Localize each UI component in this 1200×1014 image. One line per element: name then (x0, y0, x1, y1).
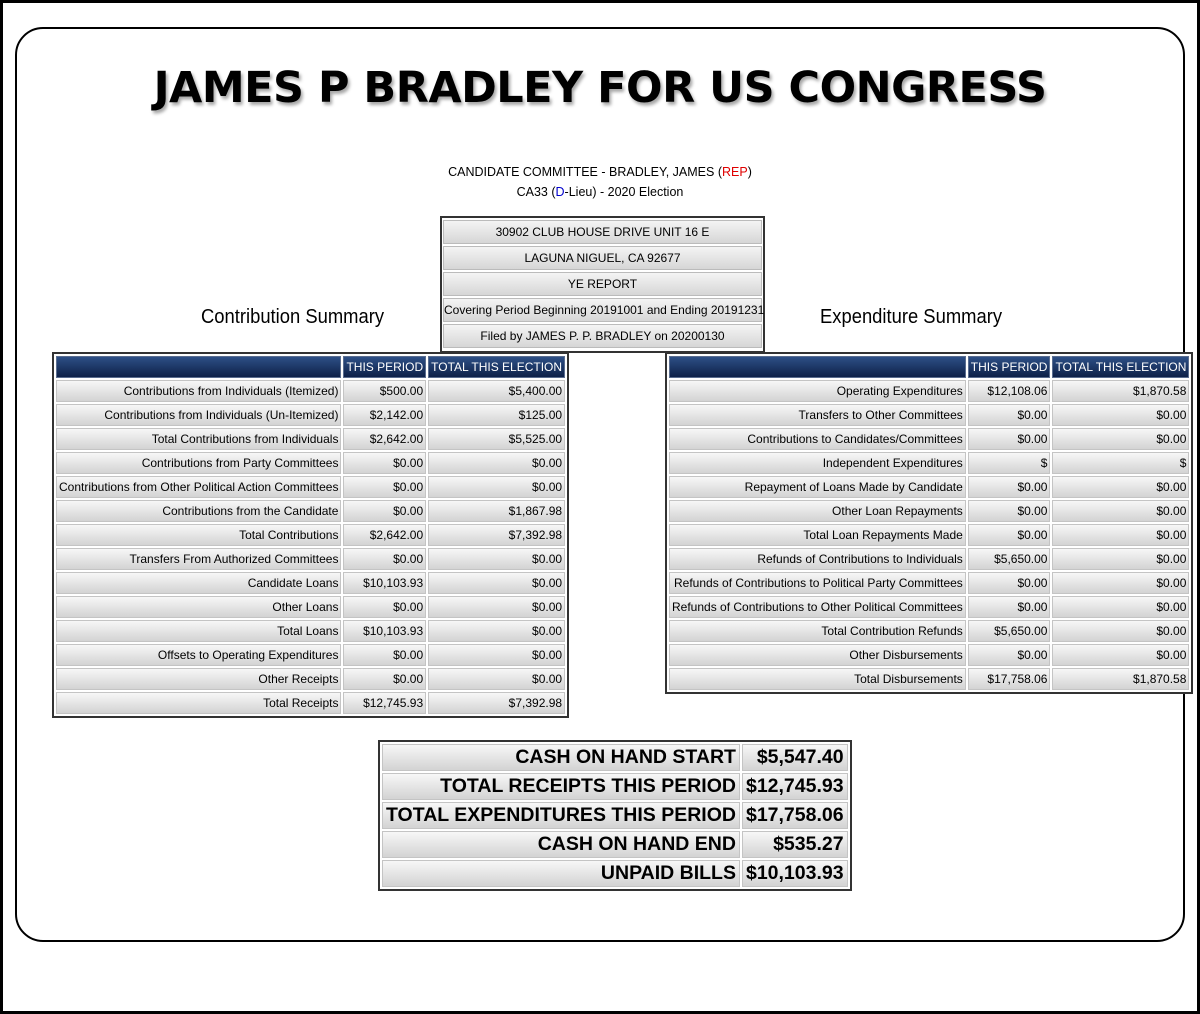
row-label: Total Loan Repayments Made (669, 524, 966, 546)
party-badge: REP (722, 165, 748, 179)
candidate-line (0, 165, 1200, 179)
total-election-value: $1,867.98 (428, 500, 565, 522)
row-label: Offsets to Operating Expenditures (56, 644, 341, 666)
this-period-value: $2,142.00 (343, 404, 426, 426)
row-label: Operating Expenditures (669, 380, 966, 402)
table-row (669, 380, 1189, 402)
expenditure-summary-heading: Expenditure Summary (820, 306, 1003, 328)
table-row (669, 476, 1189, 498)
total-election-value: $0.00 (1052, 596, 1189, 618)
table-row (56, 524, 565, 546)
district-prefix: CA33 ( (516, 185, 556, 199)
total-election-value: $0.00 (1052, 428, 1189, 450)
filed-by: Filed by JAMES P. P. BRADLEY on 20200130 (443, 324, 762, 348)
table-header-row (669, 356, 1189, 378)
this-period-value: $10,103.93 (343, 620, 426, 642)
cash-label: TOTAL RECEIPTS THIS PERIOD (382, 773, 740, 800)
this-period-value: $ (968, 452, 1051, 474)
total-election-value: $0.00 (428, 572, 565, 594)
table-row (56, 644, 565, 666)
row-label: Other Loan Repayments (669, 500, 966, 522)
contribution-summary-heading: Contribution Summary (201, 306, 385, 328)
table-row (56, 476, 565, 498)
header-blank (669, 356, 966, 378)
total-election-value: $7,392.98 (428, 524, 565, 546)
table-row (669, 428, 1189, 450)
row-label: Contributions from Individuals (Un-Itemized) (56, 404, 341, 426)
this-period-value: $0.00 (968, 428, 1051, 450)
table-row (669, 596, 1189, 618)
address-line-1: 30902 CLUB HOUSE DRIVE UNIT 16 E (443, 220, 762, 244)
total-election-value: $0.00 (1052, 644, 1189, 666)
cash-row (382, 860, 848, 887)
row-label: Transfers to Other Committees (669, 404, 966, 426)
header-blank (56, 356, 341, 378)
this-period-value: $2,642.00 (343, 428, 426, 450)
total-election-value: $7,392.98 (428, 692, 565, 714)
cash-summary-table (378, 740, 852, 891)
covering-period: Covering Period Beginning 20191001 and Ending 20191231 (443, 298, 762, 322)
this-period-value: $0.00 (968, 596, 1051, 618)
table-row (669, 620, 1189, 642)
row-label: Total Contributions (56, 524, 341, 546)
table-row (56, 572, 565, 594)
cash-row (382, 744, 848, 771)
this-period-value: $0.00 (343, 500, 426, 522)
total-election-value: $0.00 (1052, 524, 1189, 546)
header-total-election: TOTAL THIS ELECTION (1052, 356, 1189, 378)
table-row (669, 404, 1189, 426)
table-row (669, 572, 1189, 594)
row-label: Transfers From Authorized Committees (56, 548, 341, 570)
total-election-value: $0.00 (428, 620, 565, 642)
contribution-summary-table (52, 352, 569, 718)
this-period-value: $17,758.06 (968, 668, 1051, 690)
address-line-2: LAGUNA NIGUEL, CA 92677 (443, 246, 762, 270)
total-election-value: $1,870.58 (1052, 380, 1189, 402)
opponent-party: D (555, 185, 565, 199)
row-label: Contributions to Candidates/Committees (669, 428, 966, 450)
cash-row (382, 802, 848, 829)
row-label: Repayment of Loans Made by Candidate (669, 476, 966, 498)
total-election-value: $0.00 (1052, 404, 1189, 426)
district-line (0, 185, 1200, 199)
cash-label: CASH ON HAND START (382, 744, 740, 771)
this-period-value: $0.00 (968, 524, 1051, 546)
this-period-value: $12,108.06 (968, 380, 1051, 402)
total-election-value: $0.00 (1052, 620, 1189, 642)
row-label: Other Receipts (56, 668, 341, 690)
this-period-value: $500.00 (343, 380, 426, 402)
header-this-period: THIS PERIOD (968, 356, 1051, 378)
total-election-value: $0.00 (428, 596, 565, 618)
total-election-value: $1,870.58 (1052, 668, 1189, 690)
row-label: Contributions from Individuals (Itemized) (56, 380, 341, 402)
total-election-value: $0.00 (428, 548, 565, 570)
cash-value: $10,103.93 (742, 860, 848, 887)
header-total-election: TOTAL THIS ELECTION (428, 356, 565, 378)
total-election-value: $5,525.00 (428, 428, 565, 450)
table-row (669, 644, 1189, 666)
this-period-value: $12,745.93 (343, 692, 426, 714)
total-election-value: $0.00 (428, 452, 565, 474)
row-label: Candidate Loans (56, 572, 341, 594)
row-label: Contributions from Other Political Action Committees (56, 476, 341, 498)
this-period-value: $0.00 (968, 572, 1051, 594)
table-row (669, 548, 1189, 570)
table-row (56, 692, 565, 714)
filing-info-table (440, 216, 765, 353)
row-label: Contributions from the Candidate (56, 500, 341, 522)
total-election-value: $0.00 (428, 668, 565, 690)
this-period-value: $0.00 (343, 596, 426, 618)
district-suffix: -Lieu) - 2020 Election (564, 185, 684, 199)
row-label: Contributions from Party Committees (56, 452, 341, 474)
cash-label: UNPAID BILLS (382, 860, 740, 887)
total-election-value: $ (1052, 452, 1189, 474)
table-row (56, 380, 565, 402)
cash-value: $5,547.40 (742, 744, 848, 771)
cash-row (382, 773, 848, 800)
this-period-value: $0.00 (968, 644, 1051, 666)
this-period-value: $0.00 (343, 668, 426, 690)
table-row (669, 452, 1189, 474)
table-row (56, 668, 565, 690)
total-election-value: $125.00 (428, 404, 565, 426)
row-label: Total Receipts (56, 692, 341, 714)
this-period-value: $0.00 (343, 476, 426, 498)
total-election-value: $0.00 (1052, 476, 1189, 498)
cash-value: $17,758.06 (742, 802, 848, 829)
header-this-period: THIS PERIOD (343, 356, 426, 378)
cash-label: CASH ON HAND END (382, 831, 740, 858)
this-period-value: $0.00 (343, 644, 426, 666)
table-row (56, 404, 565, 426)
total-election-value: $0.00 (1052, 500, 1189, 522)
total-election-value: $0.00 (1052, 548, 1189, 570)
this-period-value: $0.00 (968, 404, 1051, 426)
table-header-row (56, 356, 565, 378)
total-election-value: $0.00 (428, 644, 565, 666)
this-period-value: $0.00 (968, 476, 1051, 498)
this-period-value: $5,650.00 (968, 620, 1051, 642)
candidate-prefix: CANDIDATE COMMITTEE - BRADLEY, JAMES ( (448, 165, 722, 179)
table-row (56, 452, 565, 474)
table-row (669, 524, 1189, 546)
this-period-value: $0.00 (343, 548, 426, 570)
cash-value: $535.27 (742, 831, 848, 858)
this-period-value: $0.00 (968, 500, 1051, 522)
cash-value: $12,745.93 (742, 773, 848, 800)
total-election-value: $0.00 (1052, 572, 1189, 594)
candidate-suffix: ) (747, 165, 752, 179)
cash-label: TOTAL EXPENDITURES THIS PERIOD (382, 802, 740, 829)
row-label: Independent Expenditures (669, 452, 966, 474)
table-row (56, 428, 565, 450)
row-label: Total Contributions from Individuals (56, 428, 341, 450)
committee-title: JAMES P BRADLEY FOR US CONGRESS (153, 63, 1047, 113)
table-row (56, 620, 565, 642)
total-election-value: $5,400.00 (428, 380, 565, 402)
this-period-value: $2,642.00 (343, 524, 426, 546)
table-row (56, 596, 565, 618)
cash-row (382, 831, 848, 858)
this-period-value: $0.00 (343, 452, 426, 474)
table-row (56, 500, 565, 522)
table-row (669, 500, 1189, 522)
row-label: Total Contribution Refunds (669, 620, 966, 642)
this-period-value: $5,650.00 (968, 548, 1051, 570)
row-label: Total Disbursements (669, 668, 966, 690)
row-label: Other Disbursements (669, 644, 966, 666)
expenditure-summary-table (665, 352, 1193, 694)
report-type: YE REPORT (443, 272, 762, 296)
total-election-value: $0.00 (428, 476, 565, 498)
row-label: Refunds of Contributions to Political Party Committees (669, 572, 966, 594)
table-row (669, 668, 1189, 690)
row-label: Total Loans (56, 620, 341, 642)
row-label: Refunds of Contributions to Individuals (669, 548, 966, 570)
this-period-value: $10,103.93 (343, 572, 426, 594)
table-row (56, 548, 565, 570)
row-label: Refunds of Contributions to Other Political Committees (669, 596, 966, 618)
row-label: Other Loans (56, 596, 341, 618)
